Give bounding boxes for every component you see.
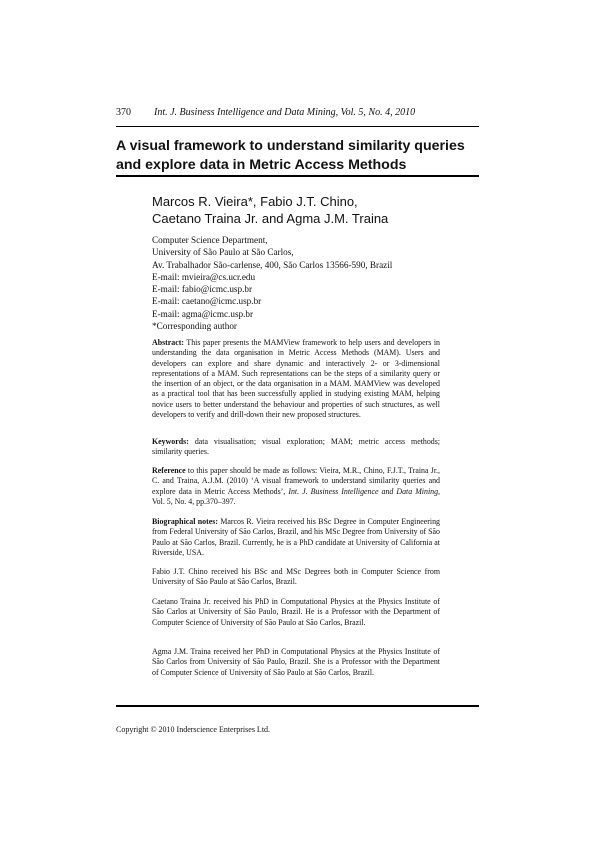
bio-paragraph xyxy=(152,647,440,678)
email-line: E-mail: mvieira@cs.ucr.edu xyxy=(152,271,256,282)
keywords xyxy=(152,437,440,458)
bio-paragraph xyxy=(152,517,440,558)
reference-note xyxy=(152,466,440,507)
paper-title xyxy=(116,137,480,175)
bio-text: Agma J.M. Traina received her PhD in Computational Physics at the Physics Institute of São Carlos from University of São Paulo, Brazil. She is a Professor with the Department of Computer Science of University of São Paulo at São Carlos, Brazil. xyxy=(152,647,440,677)
bio-paragraph xyxy=(152,567,440,588)
reference-volume: Vol. 5, No. 4, pp.370–397. xyxy=(152,496,236,506)
reference-text: to this paper should be made as follows: Vieira, M.R., Chino, F.J.T., Traina Jr., C. and Traina, A.J.M. (2010) ‘A visual framework to understand similarity queries and explore data in Metric Access Methods’, xyxy=(152,466,440,496)
author-line-2: Caetano Traina Jr. and Agma J.M. Traina xyxy=(152,211,389,226)
author-line-1: Marcos R. Vieira*, Fabio J.T. Chino, xyxy=(152,194,358,209)
affiliation-line: University of São Paulo at São Carlos, xyxy=(152,247,294,258)
bio-text: Fabio J.T. Chino received his BSc and MSc Degrees both in Computer Science from University of São Paulo at São Carlos, Brazil. xyxy=(152,567,440,587)
affiliation-line: Computer Science Department, xyxy=(152,235,268,245)
keywords-label: Keywords: xyxy=(152,437,189,446)
keywords-text: data visualisation; visual exploration; MAM; metric access methods; similarity queries. xyxy=(152,437,440,457)
email-line: E-mail: fabio@icmc.usp.br xyxy=(152,284,253,295)
bio-text: Caetano Traina Jr. received his PhD in Computational Physics at the Physics Institute of São Carlos at University of São Paulo, Brazil. He is a Professor with the Department of Computer Science of University of São Paulo at São Carlos, Brazil. xyxy=(152,597,440,627)
reference-label: Reference xyxy=(152,466,186,475)
email-line: E-mail: agma@icmc.usp.br xyxy=(152,308,254,319)
bio-text: Marcos R. Vieira received his BSc Degree in Computer Engineering from Federal University of São Carlos, Brazil, and his MSc Degree from University of São Paulo at São Carlos, Brazil. Currently, he is a PhD candidate at University of California at Riverside, USA. xyxy=(152,517,440,557)
copyright-notice: Copyright © 2010 Inderscience Enterprises Ltd. xyxy=(116,725,271,734)
paper-title-line-1: A visual framework to understand similarity queries xyxy=(116,138,465,154)
abstract-label: Abstract: xyxy=(152,338,184,347)
affiliation-block xyxy=(152,234,392,332)
author-list xyxy=(152,193,388,227)
abstract-text: This paper presents the MAMView framework to help users and developers in understanding the data organisation in Metric Access Methods (MAM). Users and developers can explore and share dynamic and interactively 2- or 3-dimensional representations of a MAM. Such representations can be the steps of a similarity query or the insertion of an object, or the data organisation in a MAM. MAMView was developed as a practical tool that has been successfully applied in studying existing MAM, helping novice users to better understand the behaviour and properties of such structures, as well developers to verify and drill-down their new proposed structures. xyxy=(152,338,440,419)
reference-journal: Int. J. Business Intelligence and Data Mining, xyxy=(288,486,440,496)
affiliation-line: Av. Trabalhador São-carlense, 400, São Carlos 13566-590, Brazil xyxy=(152,259,393,270)
abstract xyxy=(152,338,440,420)
title-rule xyxy=(116,175,479,177)
bio-paragraph xyxy=(152,597,440,628)
footer-rule xyxy=(116,705,479,707)
page-number: 370 xyxy=(116,107,131,118)
email-line: E-mail: caetano@icmc.usp.br xyxy=(152,296,262,307)
header-rule xyxy=(116,126,479,127)
corresponding-author-note: *Corresponding author xyxy=(152,321,237,332)
bio-label: Biographical notes: xyxy=(152,517,218,526)
journal-citation: Int. J. Business Intelligence and Data Mining, Vol. 5, No. 4, 2010 xyxy=(154,107,416,118)
paper-title-line-2: and explore data in Metric Access Methods xyxy=(116,157,407,173)
